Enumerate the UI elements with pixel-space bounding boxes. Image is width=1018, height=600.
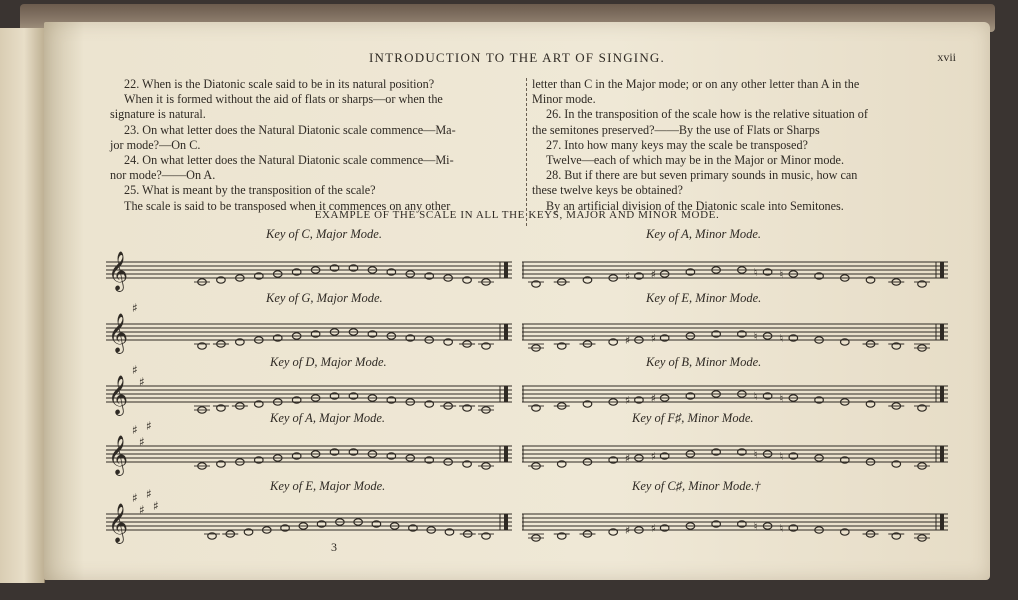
natural-icon: ♮ [779, 522, 784, 535]
final-bar [504, 446, 508, 462]
text-line: Minor mode. [532, 92, 596, 107]
treble-clef-icon: 𝄞 [108, 251, 129, 291]
final-bar [940, 386, 944, 402]
key-label-c-major: Key of C, Major Mode. [266, 227, 382, 241]
staff-g-major [106, 301, 516, 364]
key-sharp-icon: ♯ [146, 419, 152, 433]
staff-e-minor [522, 306, 952, 364]
text-line: 26. In the transposition of the scale how is the relative situation of [546, 107, 868, 122]
sharp-icon: ♯ [650, 392, 656, 405]
text-line: nor mode?——On A. [110, 168, 216, 183]
key-label-a-major: Key of A, Major Mode. [270, 411, 386, 425]
treble-clef-icon: 𝄞 [108, 375, 129, 415]
staff-e-major [106, 487, 516, 554]
staff-c-major [106, 244, 516, 302]
key-sharp-icon: ♯ [132, 363, 138, 377]
treble-clef-icon: 𝄞 [108, 503, 129, 543]
sharp-icon: ♯ [624, 334, 631, 347]
staff-b-minor [522, 368, 952, 426]
text-line: 28. But if there are but seven primary sounds in music, how can [546, 168, 858, 183]
natural-icon: ♮ [753, 520, 758, 533]
final-bar [940, 446, 944, 462]
staff-csharp-minor [522, 496, 952, 554]
staff-fsharp-minor [522, 428, 952, 486]
natural-icon: ♮ [779, 332, 784, 345]
natural-icon: ♮ [753, 330, 758, 343]
running-head: INTRODUCTION TO THE ART OF SINGING. [369, 50, 665, 65]
final-bar [504, 386, 508, 402]
right-text-column [532, 77, 950, 214]
text-line: 22. When is the Diatonic scale said to be in its natural position? [124, 77, 435, 91]
text-line: 23. On what letter does the Natural Diatonic scale commence—Ma- [124, 122, 456, 137]
final-bar [940, 514, 944, 530]
text-line: 25. What is meant by the transposition of the scale? [124, 183, 376, 198]
natural-icon: ♮ [779, 268, 784, 281]
final-bar [940, 262, 944, 278]
staff-a-major [106, 419, 516, 486]
key-label-d-major: Key of D, Major Mode. [270, 355, 387, 369]
key-label-e-major: Key of E, Major Mode. [270, 479, 386, 493]
sharp-icon: ♯ [650, 332, 656, 345]
natural-icon: ♮ [753, 448, 758, 461]
final-bar [504, 514, 508, 530]
key-sharp-icon: ♯ [132, 423, 138, 437]
key-label-a-minor: Key of A, Minor Mode. [646, 227, 762, 241]
key-sharp-icon: ♯ [153, 499, 159, 513]
natural-icon: ♮ [779, 450, 784, 463]
sharp-icon: ♯ [624, 394, 631, 407]
key-sharp-icon: ♯ [139, 435, 145, 449]
text-line: letter than C in the Major mode; or on any other letter than A in the [532, 77, 860, 91]
left-text-column [110, 77, 524, 214]
text-line: The scale is said to be transposed when it commences on any other [124, 198, 451, 213]
final-bar [940, 324, 944, 340]
key-sharp-icon: ♯ [146, 487, 152, 501]
key-label-fsharp-minor: Key of F♯, Minor Mode. [632, 411, 754, 425]
key-label-g-major: Key of G, Major Mode. [266, 291, 383, 305]
natural-icon: ♮ [753, 266, 758, 279]
left-page-edge [0, 28, 45, 583]
sharp-icon: ♯ [650, 450, 656, 463]
text-line: jor mode?—On C. [110, 137, 201, 152]
sharp-icon: ♯ [624, 524, 631, 537]
text-line: signature is natural. [110, 107, 206, 122]
sharp-icon: ♯ [624, 452, 631, 465]
sharp-icon: ♯ [650, 522, 656, 535]
sharp-icon: ♯ [650, 268, 656, 281]
text-line: When it is formed without the aid of flats or sharps—or when the [124, 92, 443, 107]
key-sharp-icon: ♯ [139, 375, 145, 389]
column-divider [526, 78, 527, 226]
natural-icon: ♮ [779, 392, 784, 405]
final-bar [504, 262, 508, 278]
text-line: 27. Into how many keys may the scale be transposed? [546, 137, 808, 152]
key-sharp-icon: ♯ [132, 491, 138, 505]
natural-icon: ♮ [753, 390, 758, 403]
sharp-icon: ♯ [624, 270, 631, 283]
text-line: By an artificial division of the Diatonic scale into Semitones. [546, 198, 844, 213]
staff-d-major [106, 363, 516, 426]
key-label-b-minor: Key of B, Minor Mode. [646, 355, 762, 369]
treble-clef-icon: 𝄞 [108, 435, 129, 475]
text-line: the semitones preserved?——By the use of Flats or Sharps [532, 122, 820, 137]
treble-clef-icon: 𝄞 [108, 313, 129, 353]
key-label-csharp-minor: Key of C♯, Minor Mode.† [632, 479, 761, 493]
text-line: Twelve—each of which may be in the Major or Minor mode. [546, 153, 844, 168]
key-sharp-icon: ♯ [132, 301, 138, 315]
text-line: these twelve keys be obtained? [532, 183, 683, 198]
key-label-e-minor: Key of E, Minor Mode. [646, 291, 762, 305]
book-page [44, 22, 990, 580]
key-sharp-icon: ♯ [139, 503, 145, 517]
signature-mark: 3 [331, 540, 337, 554]
final-bar [504, 324, 508, 340]
text-line: 24. On what letter does the Natural Diatonic scale commence—Mi- [124, 153, 454, 168]
page-number: xvii [937, 50, 956, 64]
example-title: EXAMPLE OF THE SCALE IN ALL THE KEYS, MAJOR AND MINOR MODE. [314, 209, 720, 221]
staff-a-minor [522, 244, 952, 302]
